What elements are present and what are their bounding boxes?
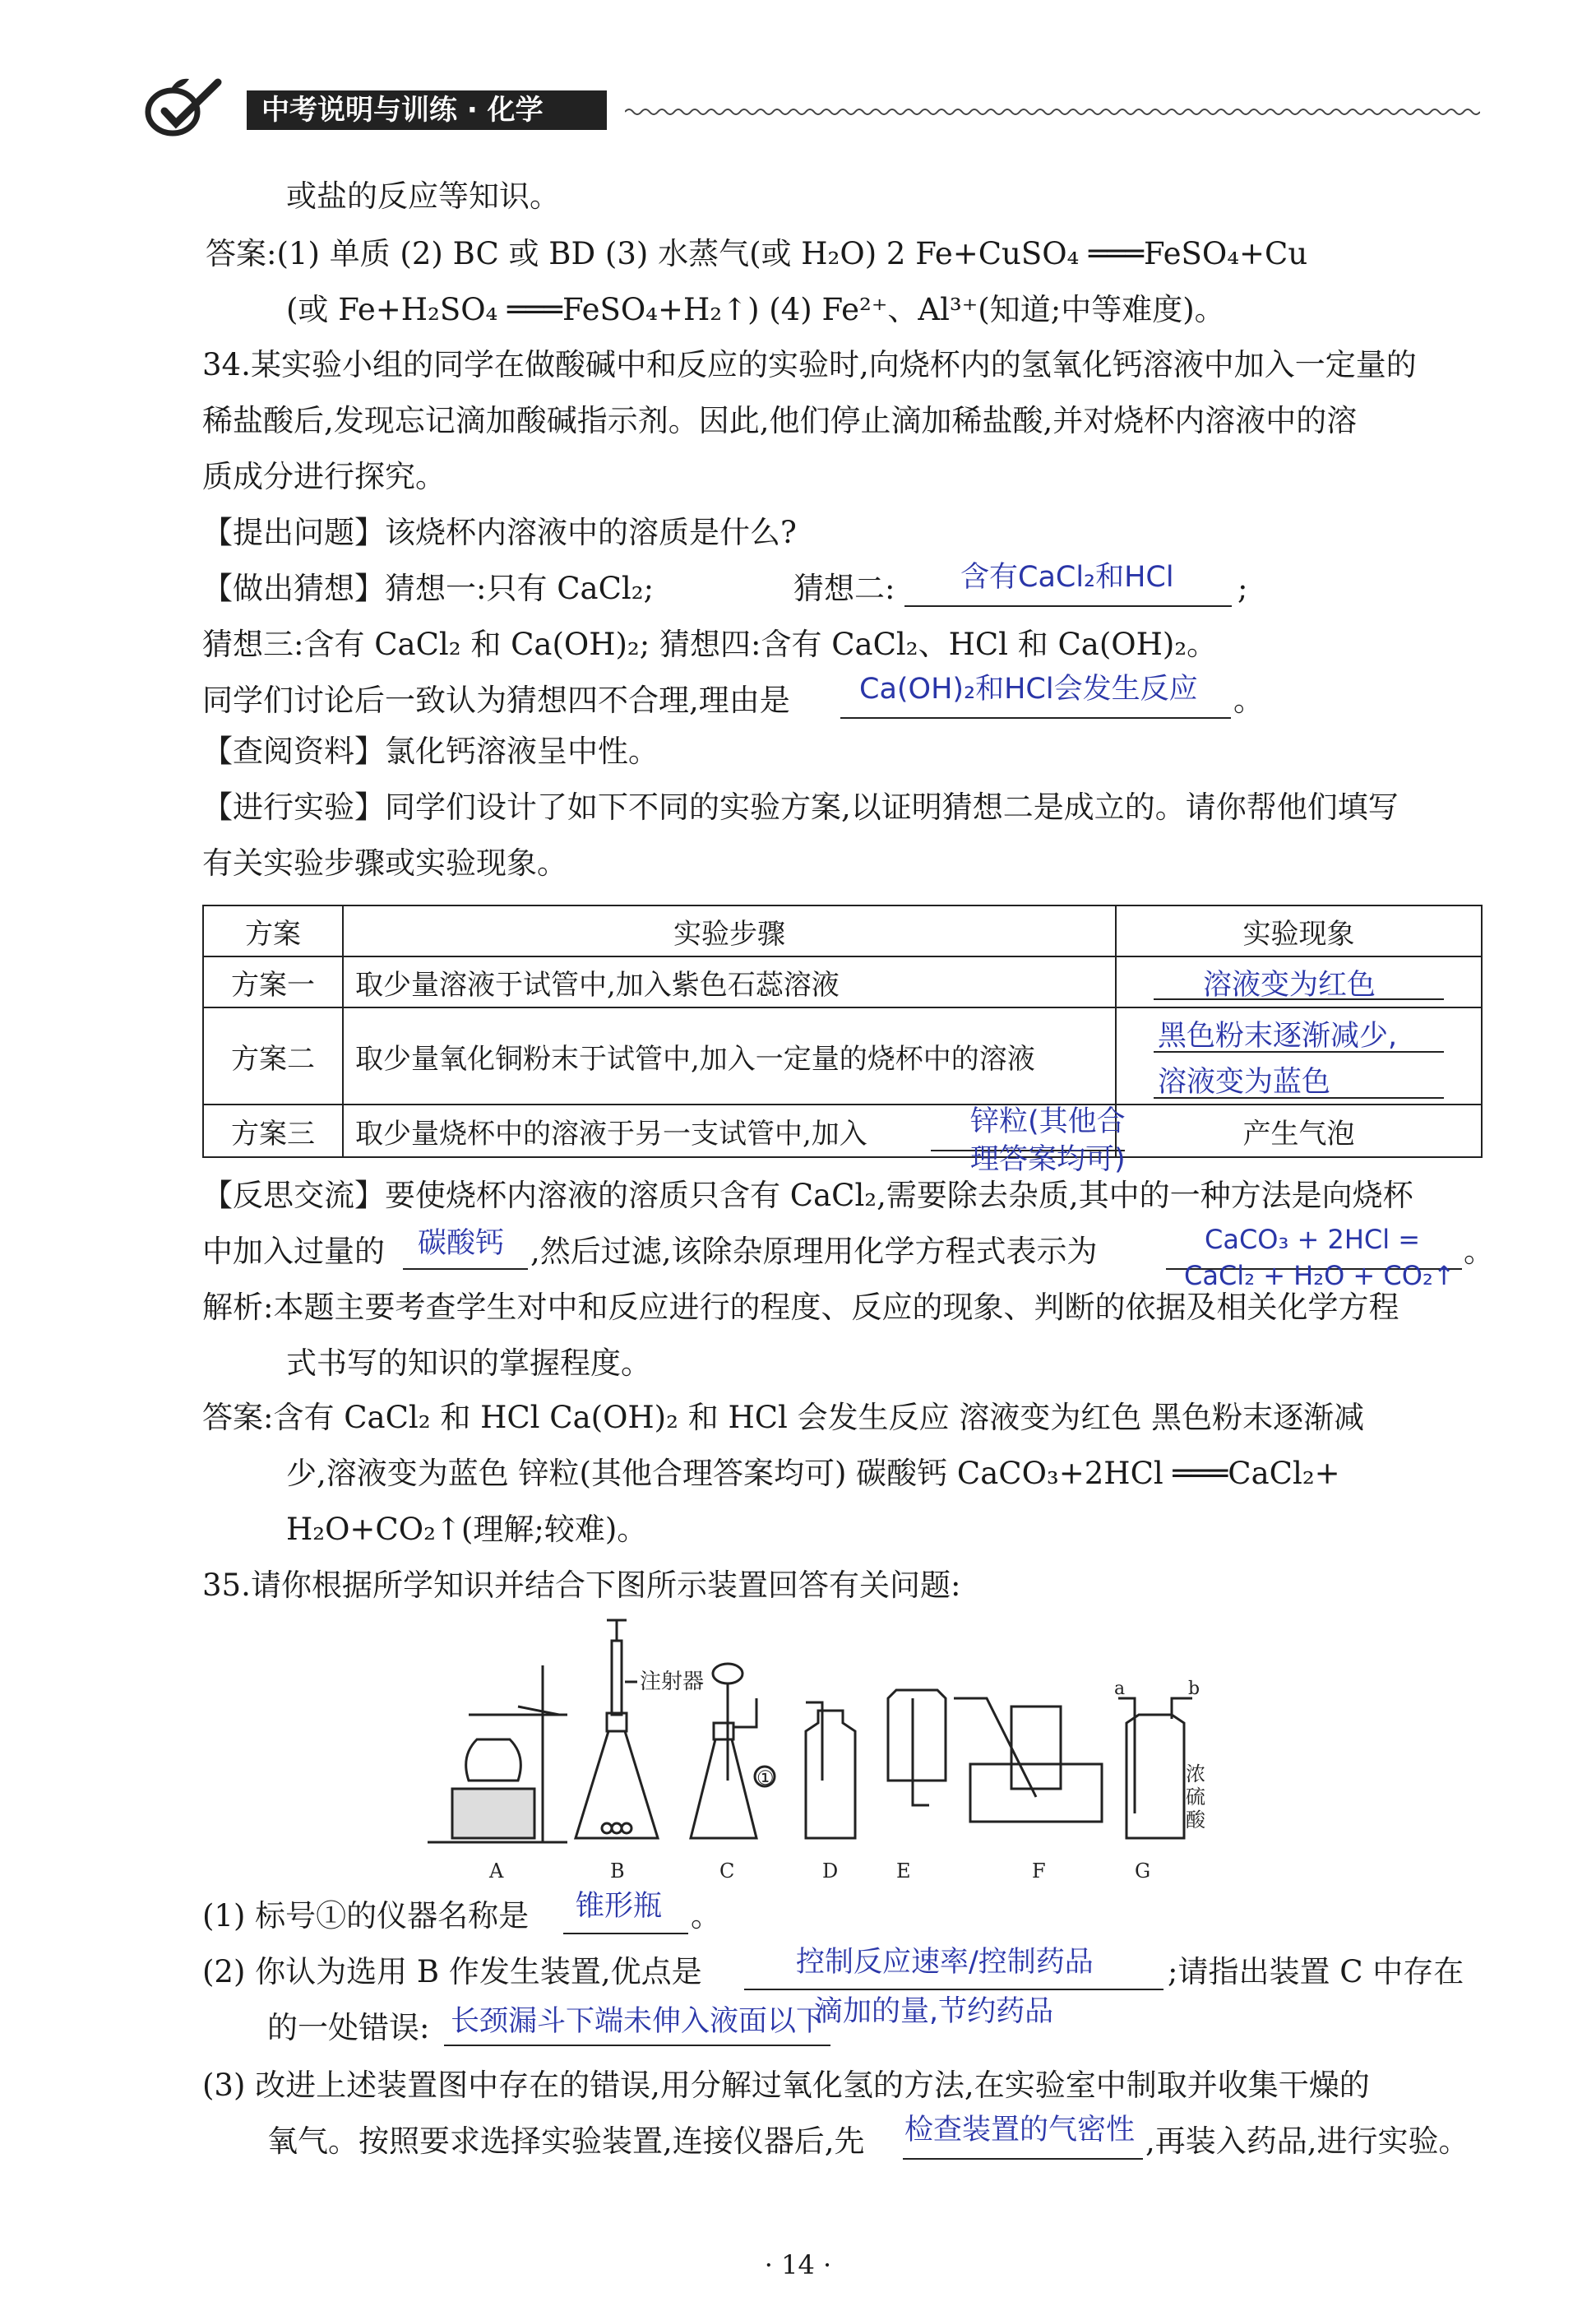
apparatus-b xyxy=(576,1620,658,1838)
q35-p1a: (1) 标号①的仪器名称是 xyxy=(202,1898,530,1934)
page-number: · 14 · xyxy=(764,2249,832,2281)
q34-analysis-2: 式书写的知识的掌握程度。 xyxy=(286,1345,651,1381)
q35-p3-1: (3) 改进上述装置图中存在的错误,用分解过氧化氢的方法,在实验室中制取并收集干燥的 xyxy=(202,2068,1370,2103)
step3-answer-1: 锌粒(其他合 xyxy=(970,1105,1126,1138)
q35-p2c: 的一处错误: xyxy=(267,2010,430,2045)
g-side-2: 硫 xyxy=(1186,1785,1205,1809)
table-header: 实验现象 xyxy=(1116,905,1482,956)
label-e: E xyxy=(896,1859,911,1883)
p2-answer-2: 滴加的量,节约药品 xyxy=(814,1995,1054,2028)
q35-p2a: (2) 你认为选用 B 作发生装置,优点是 xyxy=(202,1954,702,1989)
result1-answer: 溶液变为红色 xyxy=(1203,969,1376,1002)
q34-number: 34. xyxy=(202,347,251,382)
q35-stem: 请你根据所学知识并结合下图所示装置回答有关问题: xyxy=(251,1568,961,1603)
apparatus-a xyxy=(428,1665,567,1842)
q34-guess-line2: 猜想三:含有 CaCl₂ 和 Ca(OH)₂; 猜想四:含有 CaCl₂、HCl 和 Ca(OH)₂。 xyxy=(202,627,1218,662)
reason-answer: Ca(OH)₂和HCl会发生反应 xyxy=(859,673,1198,706)
reflect-answer-2: CaCO₃ + 2HCl = xyxy=(1205,1224,1421,1255)
q34-reason-a: 同学们讨论后一致认为猜想四不合理,理由是 xyxy=(202,683,790,718)
table-row xyxy=(203,956,1482,1007)
g-label-b: b xyxy=(1188,1679,1200,1699)
header-title: 中考说明与训练 · 化学 xyxy=(247,90,607,130)
guess2-answer: 含有CaCl₂和HCl xyxy=(960,561,1174,594)
result2-answer-2: 溶液变为蓝色 xyxy=(1158,1066,1331,1099)
q34-guess-line1b: 猜想二: xyxy=(793,571,895,606)
q34-answer-1: 答案:含有 CaCl₂ 和 HCl Ca(OH)₂ 和 HCl 会发生反应 溶液变为红色 黑色粉末逐渐减 xyxy=(202,1400,1365,1435)
p2-answer-3: 长颈漏斗下端未伸入液面以下 xyxy=(451,2005,826,2038)
table-cell-plan: 方案三 xyxy=(203,1105,343,1157)
table-header: 方案 xyxy=(203,905,343,956)
reflect-answer-3: CaCl₂ + H₂O + CO₂↑ xyxy=(1184,1260,1455,1291)
q34-reflect-1: 【反思交流】要使烧杯内溶液的溶质只含有 CaCl₂,需要除去杂质,其中的一种方法是向烧杯 xyxy=(202,1178,1413,1213)
g-side-1: 浓 xyxy=(1186,1762,1205,1785)
prev-line: 或盐的反应等知识。 xyxy=(286,178,560,214)
q35-p2b: ;请指出装置 C 中存在 xyxy=(1168,1954,1464,1989)
prev-answer-line1: 答案:(1) 单质 (2) BC 或 BD (3) 水蒸气(或 H₂O) 2 Fe+CuSO₄ ═══FeSO₄+Cu xyxy=(206,236,1308,271)
g-label-a: a xyxy=(1114,1679,1126,1699)
apparatus-g xyxy=(1118,1698,1192,1838)
q34-reflect-2a: 中加入过量的 xyxy=(202,1234,385,1269)
q35-number: 35. xyxy=(202,1568,251,1603)
label-b: B xyxy=(610,1859,625,1883)
q34-guess-line1c: ; xyxy=(1237,571,1248,606)
table-row xyxy=(203,1105,1482,1157)
label-a: A xyxy=(489,1859,504,1883)
q34-answer-2: 少,溶液变为蓝色 锌粒(其他合理答案均可) 碳酸钙 CaCO₃+2HCl ═══CaCl₂+ xyxy=(286,1456,1340,1491)
table-header-row xyxy=(203,905,1482,956)
header-wavy-rule xyxy=(625,107,1480,117)
syringe-label: 注射器 xyxy=(640,1670,705,1694)
result2-answer-1: 黑色粉末逐渐减少, xyxy=(1158,1020,1398,1053)
prev-answer-line2: (或 Fe+H₂SO₄ ═══FeSO₄+H₂↑) (4) Fe²⁺、Al³⁺(知道;中等难度)。 xyxy=(286,292,1225,327)
q34-ref: 【查阅资料】氯化钙溶液呈中性。 xyxy=(202,734,659,769)
g-side-3: 酸 xyxy=(1186,1809,1205,1832)
q34-exp-2: 有关实验步骤或实验现象。 xyxy=(202,845,567,881)
table-cell-step: 取少量氧化铜粉末于试管中,加入一定量的烧杯中的溶液 xyxy=(343,1007,1116,1105)
table-cell-plan: 方案一 xyxy=(203,956,343,1007)
label-d: D xyxy=(822,1859,839,1883)
table-cell-result: 产生气泡 xyxy=(1116,1105,1482,1157)
q34-stem-2: 稀盐酸后,发现忘记滴加酸碱指示剂。因此,他们停止滴加稀盐酸,并对烧杯内溶液中的溶 xyxy=(202,403,1358,438)
q34-stem-3: 质成分进行探究。 xyxy=(202,459,446,494)
q35-p3-2a: 氧气。按照要求选择实验装置,连接仪器后,先 xyxy=(267,2123,865,2159)
q34-reflect-2b: ,然后过滤,该除杂原理用化学方程式表示为 xyxy=(530,1234,1098,1269)
q34-exp-1: 【进行实验】同学们设计了如下不同的实验方案,以证明猜想二是成立的。请你帮他们填写 xyxy=(202,790,1399,825)
label-g: G xyxy=(1135,1859,1151,1883)
q34-answer-3: H₂O+CO₂↑(理解;较难)。 xyxy=(286,1512,648,1547)
q35-p1b: 。 xyxy=(691,1898,721,1934)
circle-one-label: ① xyxy=(756,1767,775,1790)
apparatus-d xyxy=(806,1702,855,1838)
table-cell-plan: 方案二 xyxy=(203,1007,343,1105)
p1-answer: 锥形瓶 xyxy=(576,1890,663,1923)
apparatus-f xyxy=(954,1698,1102,1822)
q34-reflect-2c: 。 xyxy=(1464,1234,1494,1269)
step3-answer-2: 理答案均可) xyxy=(970,1143,1126,1176)
experiment-table xyxy=(202,905,1483,1176)
p3-answer: 检查装置的气密性 xyxy=(904,2114,1136,2147)
q34-ask: 【提出问题】该烧杯内溶液中的溶质是什么? xyxy=(202,515,797,550)
p2-answer-1: 控制反应速率/控制药品 xyxy=(796,1946,1094,1979)
q35-p3-2b: ,再装入药品,进行实验。 xyxy=(1145,2123,1469,2159)
apparatus-e xyxy=(888,1690,946,1805)
q34-stem-1: 某实验小组的同学在做酸碱中和反应的实验时,向烧杯内的氢氧化钙溶液中加入一定量的 xyxy=(251,347,1417,382)
step3-text: 取少量烧杯中的溶液于另一支试管中,加入 xyxy=(355,1117,867,1151)
apple-logo-icon xyxy=(140,74,230,140)
table-header: 实验步骤 xyxy=(343,905,1116,956)
table-row xyxy=(203,1007,1482,1105)
q34-guess-line1a: 【做出猜想】猜想一:只有 CaCl₂; xyxy=(202,571,655,606)
q34-analysis-1: 解析:本题主要考查学生对中和反应进行的程度、反应的现象、判断的依据及相关化学方程 xyxy=(202,1290,1399,1325)
table-cell-result[interactable] xyxy=(1116,1007,1482,1105)
label-f: F xyxy=(1032,1859,1046,1883)
table-cell-step[interactable] xyxy=(343,1105,1126,1176)
table-cell-step: 取少量溶液于试管中,加入紫色石蕊溶液 xyxy=(343,956,1116,1007)
q34-reason-b: 。 xyxy=(1233,683,1264,718)
label-c: C xyxy=(719,1859,735,1883)
table-cell-result[interactable] xyxy=(1116,956,1482,1007)
reflect-answer-1: 碳酸钙 xyxy=(418,1227,505,1260)
apparatus-figure xyxy=(419,1616,1209,1887)
